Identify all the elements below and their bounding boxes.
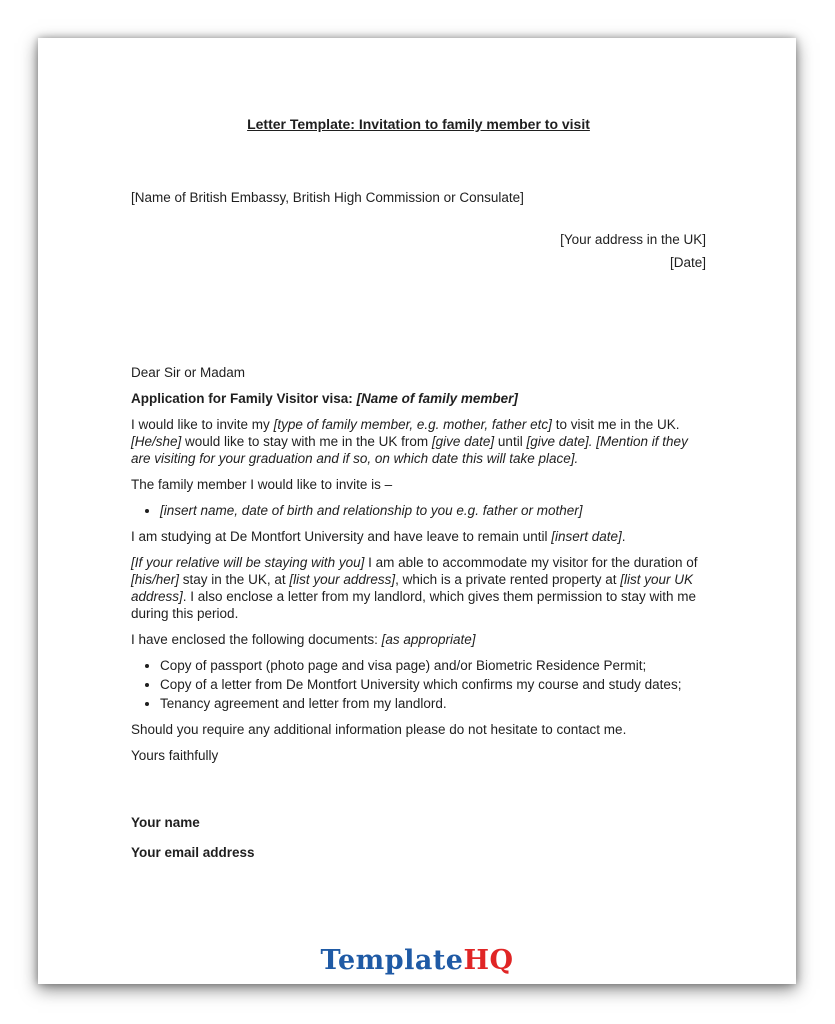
signature-name: Your name — [131, 815, 200, 830]
date-line: [Date] — [669, 255, 706, 270]
closing-line: Yours faithfully — [131, 748, 219, 763]
paragraph-invite: I would like to invite my [type of family member, e.g. mother, father etc] to visit me in the UK. [He/she] would like to stay with me in the UK from [give date] until [give date]. [Mention if they are visiting for your graduation and if so, on which date this will take place]. — [131, 417, 688, 466]
signature-email: Your email address — [131, 845, 255, 860]
paragraph-accommodate: [If your relative will be staying with you] I am able to accommodate my visitor for the duration of [his/her] stay in the UK, at [list your address], which is a private rented property at [list your UK address]. I also enclose a letter from my landlord, which gives them permission to stay with me during this period. — [131, 555, 698, 621]
family-member-list — [131, 502, 706, 519]
logo-text-template: Template — [320, 945, 464, 976]
list-item: • Copy of passport (photo page and visa page) and/or Biometric Residence Permit; — [160, 657, 706, 674]
subject-line: Application for Family Visitor visa: [Name of family member] — [131, 391, 518, 406]
logo-text-hq: HQ — [463, 945, 514, 976]
sender-address-line: [Your address in the UK] — [560, 232, 706, 247]
recipient-line: [Name of British Embassy, British High Commission or Consulate] — [131, 190, 524, 205]
paragraph-enclosed: I have enclosed the following documents: [as appropriate] — [131, 632, 476, 647]
letter-page — [38, 38, 796, 984]
paragraph-studying: I am studying at De Montfort University and have leave to remain until [insert date]. — [131, 529, 626, 544]
salutation: Dear Sir or Madam — [131, 365, 246, 380]
list-item: • Tenancy agreement and letter from my landlord. — [160, 695, 706, 712]
templatehq-logo — [38, 945, 796, 976]
sender-block — [131, 232, 706, 270]
list-item: • [insert name, date of birth and relationship to you e.g. father or mother] — [160, 502, 706, 519]
document-title: Letter Template: Invitation to family member to visit — [247, 116, 590, 132]
paragraph-family-member: The family member I would like to invite is – — [131, 477, 393, 492]
paragraph-additional-info: Should you require any additional information please do not hesitate to contact me. — [131, 722, 627, 737]
letter-body — [131, 364, 706, 861]
documents-list — [131, 657, 706, 712]
list-item: • Copy of a letter from De Montfort University which confirms my course and study dates; — [160, 676, 706, 693]
